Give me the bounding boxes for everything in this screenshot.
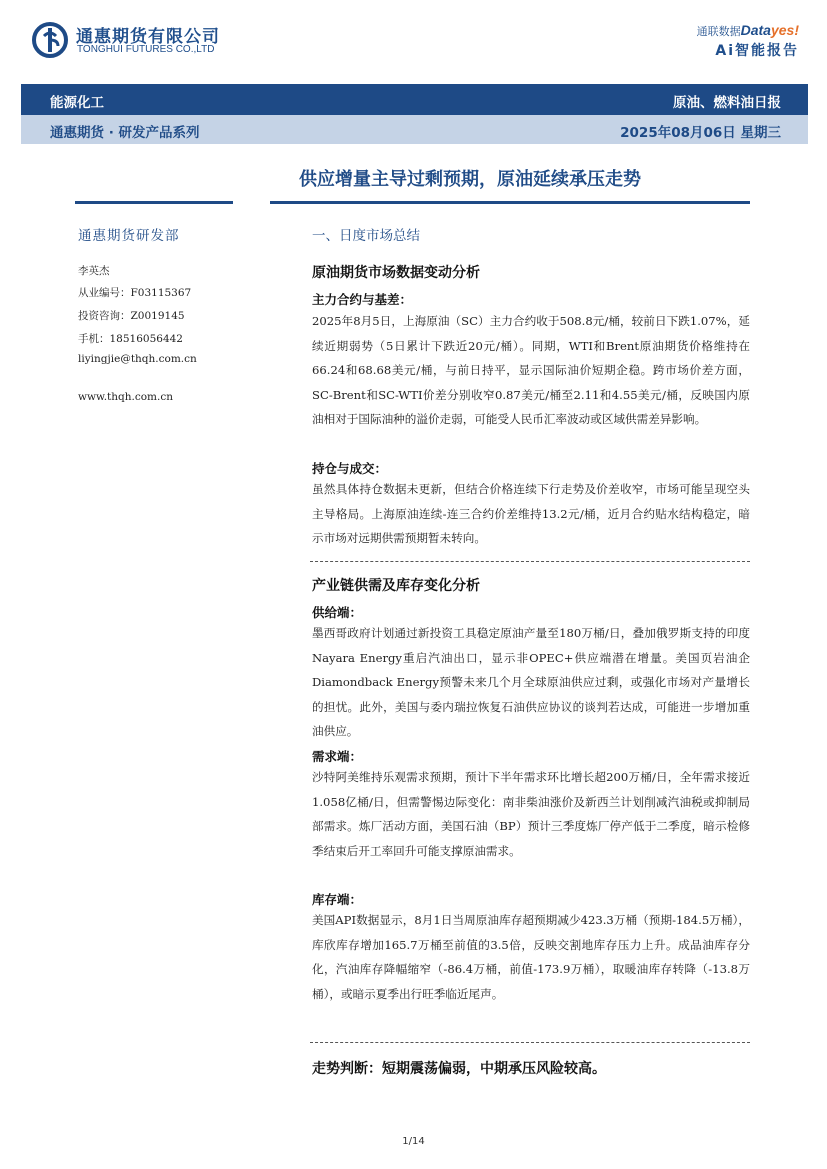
website-link[interactable]: www.thqh.com.cn bbox=[78, 391, 173, 403]
datayes-prefix: 通联数据 bbox=[696, 25, 741, 38]
paragraph-position-volume: 虽然具体持仓数据未更新，但结合价格连续下行走势及价差收窄，市场可能呈现空头主导格局。上海原油连续-连三合约价差维持13.2元/桶，近月合约贴水结构稳定，暗示市场对远期供需预期暂未转向。 bbox=[312, 482, 750, 546]
company-name-en: TONGHUI FUTURES CO.,LTD bbox=[77, 44, 215, 55]
sidebar-title-rule bbox=[75, 201, 233, 204]
trend-conclusion: 走势判断：短期震荡偏弱，中期承压风险较高。 bbox=[312, 1061, 606, 1077]
datayes-logo bbox=[697, 22, 799, 39]
paragraph-contract-basis: 2025年8月5日，上海原油（SC）主力合约收于508.8元/桶，较前日下跌1.07%，延续近期弱势（5日累计下跌近20元/桶）。同期，WTI和Brent原油期货价格维持在66.24和68.68美元/桶，与前日持平，显示国际油价短期企稳。跨市场价差方面，SC-Brent和SC-WTI价差分别收窄0.87美元/桶至2.11和4.55美元/桶，反映国内原油相对于国际油种的溢价走弱，可能受人民币汇率波动或区域供需差异影响。 bbox=[312, 314, 750, 427]
report-date: 2025年08月06日 星期三 bbox=[620, 125, 781, 141]
research-department: 通惠期货研发部 bbox=[78, 228, 180, 244]
conclusion-divider bbox=[310, 1042, 750, 1043]
subsection-title-futures: 原油期货市场数据变动分析 bbox=[312, 265, 480, 281]
label-demand: 需求端： bbox=[312, 749, 363, 764]
section-divider bbox=[310, 561, 750, 562]
series-label: 通惠期货 · 研发产品系列 bbox=[50, 125, 200, 141]
label-inventory: 库存端： bbox=[312, 892, 363, 907]
author-name: 李英杰 bbox=[78, 265, 110, 277]
page-number: 1/14 bbox=[402, 1136, 425, 1147]
label-supply: 供给端： bbox=[312, 605, 363, 620]
datayes-brand: Data bbox=[740, 22, 771, 38]
advisory-number: 投资咨询：Z0019145 bbox=[78, 310, 185, 322]
main-title-rule bbox=[270, 201, 750, 204]
email-link[interactable]: liyingjie@thqh.com.cn bbox=[78, 353, 197, 365]
label-position-volume: 持仓与成交： bbox=[312, 461, 388, 476]
ai-report-label: Ai智能报告 bbox=[715, 43, 799, 59]
report-type-label: 原油、燃料油日报 bbox=[673, 95, 781, 111]
sector-label: 能源化工 bbox=[50, 95, 104, 111]
phone-number: 手机：18516056442 bbox=[78, 333, 183, 345]
paragraph-supply: 墨西哥政府计划通过新投资工具稳定原油产量至180万桶/日，叠加俄罗斯支持的印度Nayara Energy重启汽油出口，显示非OPEC+供应端潜在增量。美国页岩油企Diamondback Energy预警未来几个月全球原油供应过剩，或强化市场对产量增长的担忧。此外，美国与委内瑞拉恢复石油供应协议的谈判若达成，可能进一步增加重油供应。 bbox=[312, 626, 750, 739]
label-contract-basis: 主力合约与基差： bbox=[312, 292, 413, 307]
paragraph-demand: 沙特阿美维持乐观需求预期，预计下半年需求环比增长超200万桶/日，全年需求接近1.058亿桶/日，但需警惕边际变化：南非柴油涨价及新西兰计划削减汽油税或抑制局部需求。炼厂活动方面，美国石油（BP）预计三季度炼厂停产低于二季度，暗示检修季结束后开工率回升可能支撑原油需求。 bbox=[312, 770, 750, 858]
company-logo-icon bbox=[32, 22, 68, 58]
datayes-yes: yes! bbox=[770, 22, 799, 38]
license-number: 从业编号：F03115367 bbox=[78, 287, 192, 299]
report-title: 供应增量主导过剩预期，原油延续承压走势 bbox=[299, 169, 641, 190]
subsection-title-supply-chain: 产业链供需及库存变化分析 bbox=[312, 578, 480, 594]
company-name-cn: 通惠期货有限公司 bbox=[76, 27, 220, 47]
paragraph-inventory: 美国API数据显示，8月1日当周原油库存超预期减少423.3万桶（预期-184.5万桶），库欣库存增加165.7万桶至前值的3.5倍，反映交割地库存压力上升。成品油库存分化，汽油库存降幅缩窄（-86.4万桶，前值-173.9万桶），取暖油库存转降（-13.8万桶），或暗示夏季出行旺季临近尾声。 bbox=[312, 913, 750, 1001]
section-title: 一、日度市场总结 bbox=[312, 228, 420, 244]
